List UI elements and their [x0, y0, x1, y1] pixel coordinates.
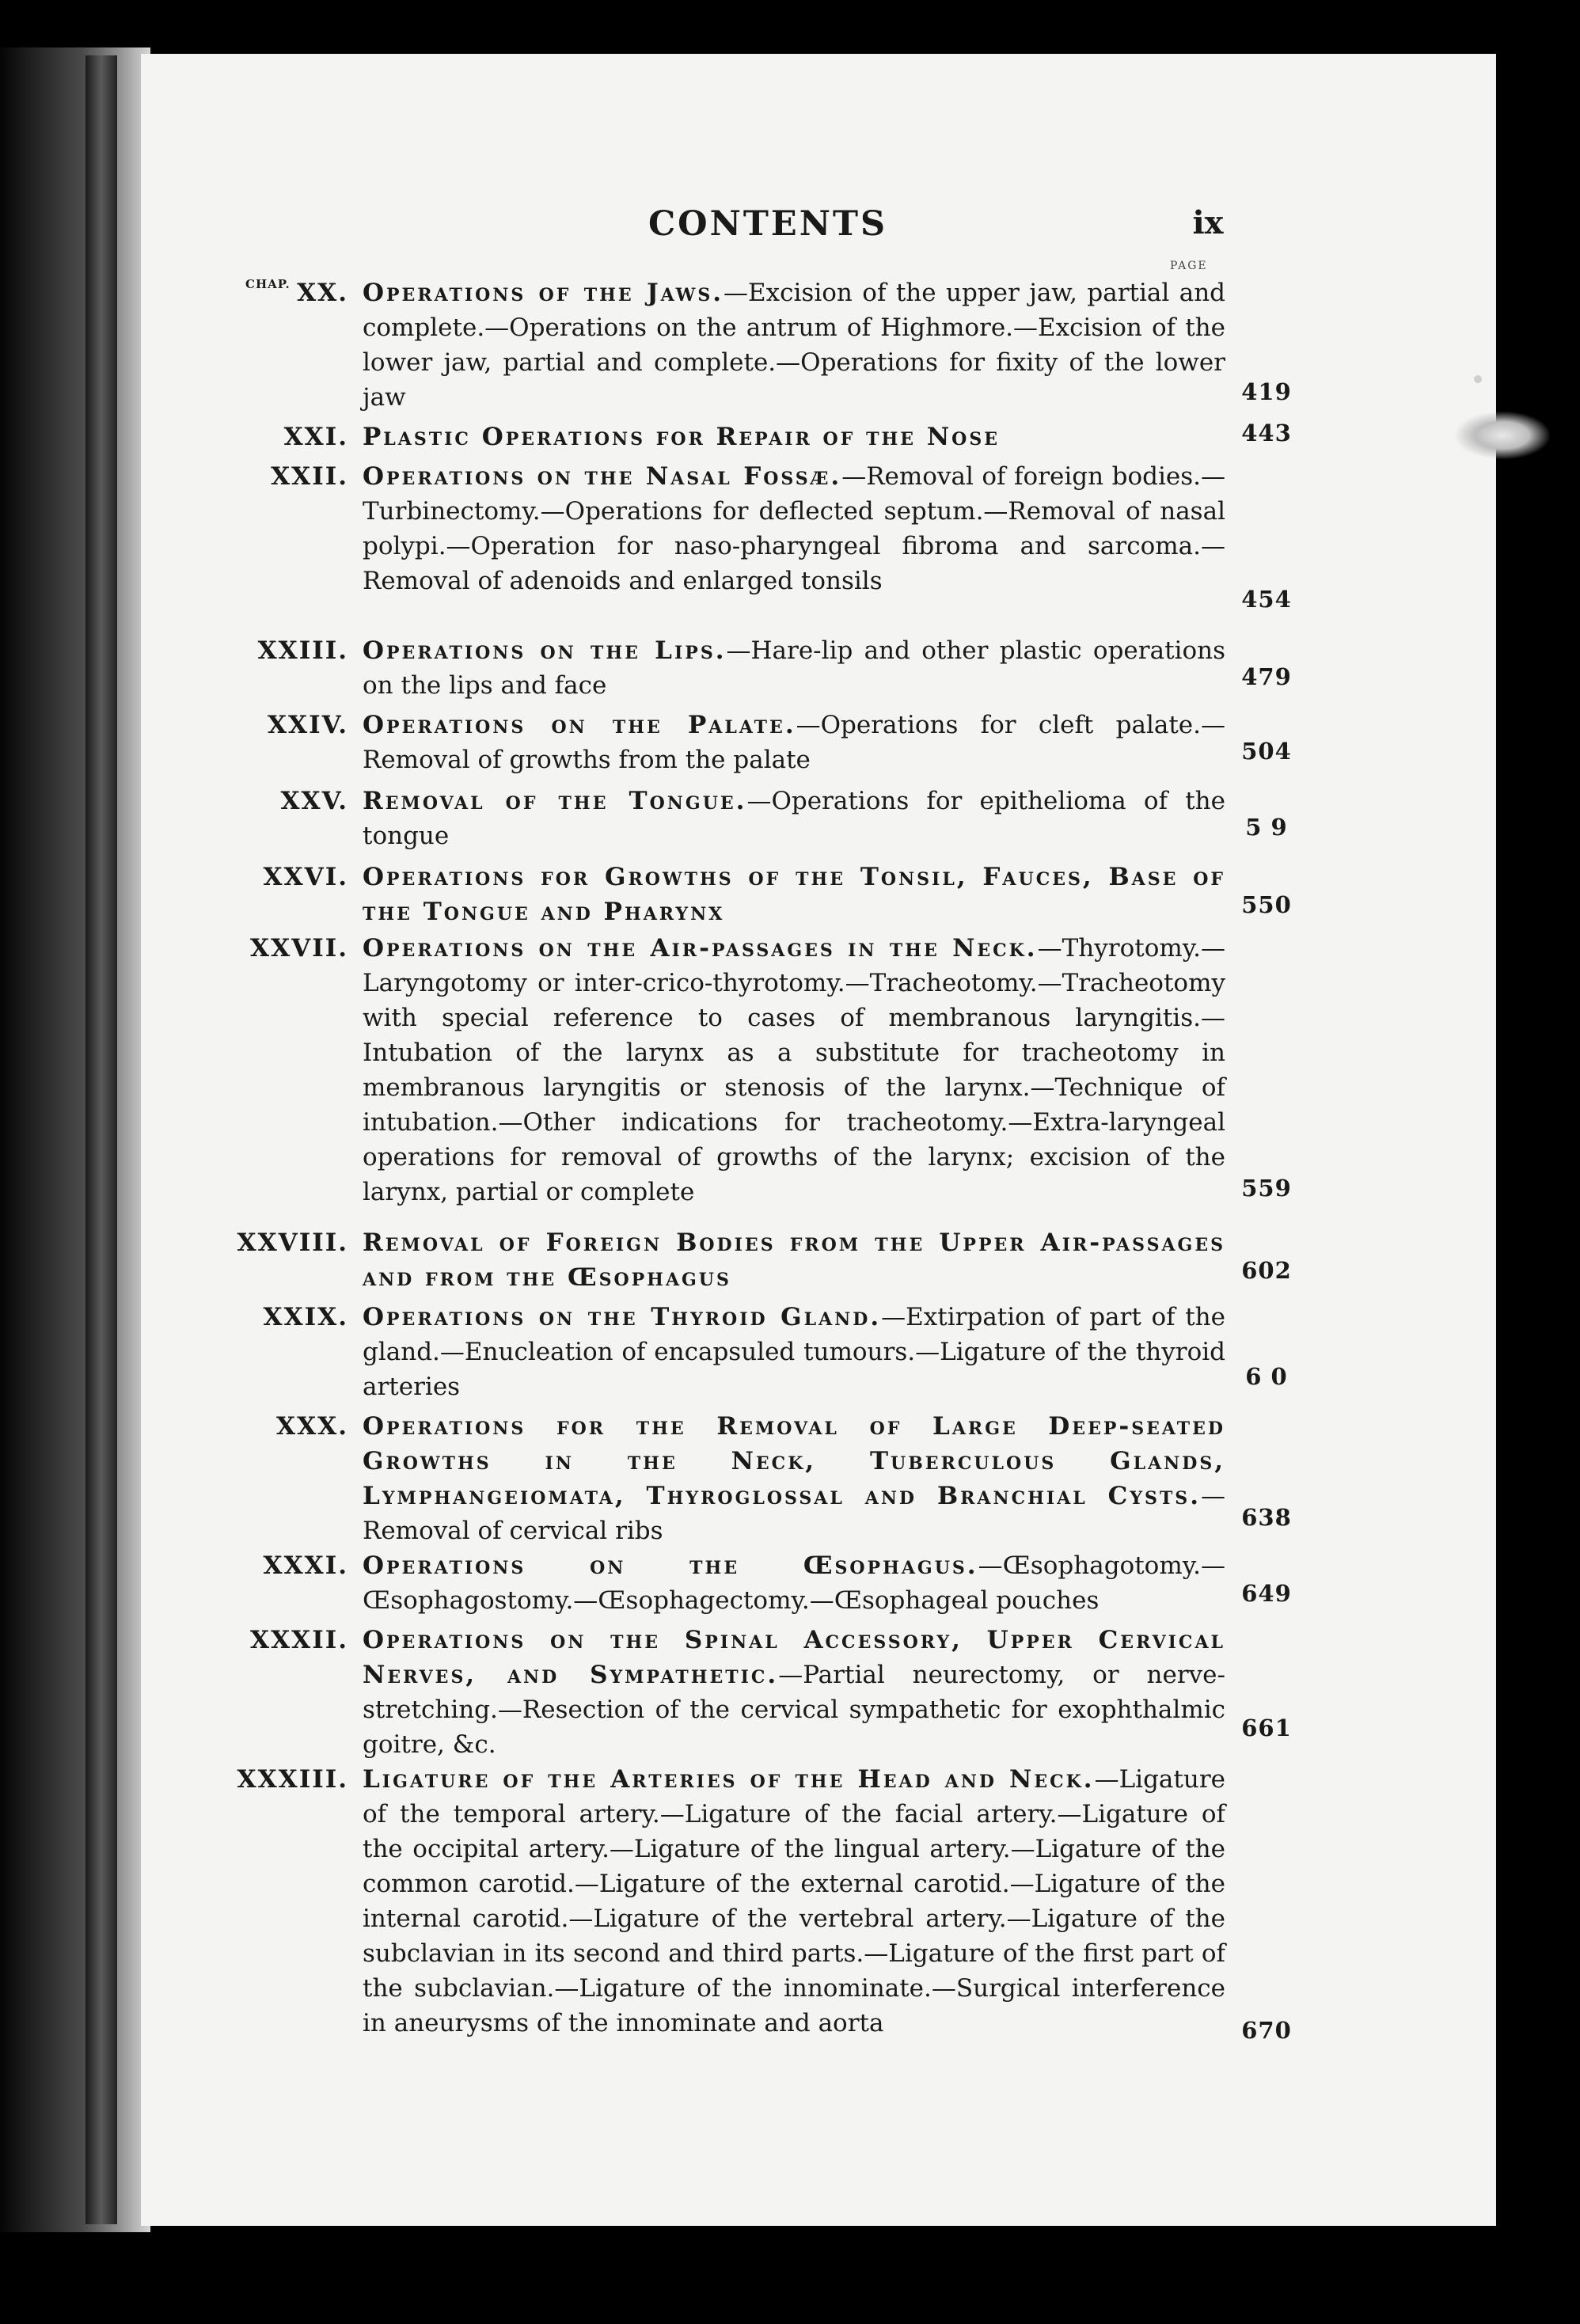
chapter-description	[363, 1225, 1225, 1295]
chapter-page: 602	[1241, 1257, 1292, 1284]
chapter-topics: —Œsophagotomy.—Œsophagostomy.—Œsophagectomy.—Œsophageal pouches	[363, 1551, 1225, 1615]
chapter-topics: —Thyrotomy.—Laryngotomy or inter-crico-thyrotomy.—Tracheotomy.—Tracheotomy with special reference to cases of membranous laryngitis.—Intubation of the larynx as a substitute for tracheotomy in membranous laryngitis or stenosis of the larynx.—Technique of intubation.—Other indications for tracheotomy.—Extra-laryngeal operations for removal of growths of the larynx; excision of the larynx, partial or complete	[363, 934, 1225, 1206]
chapter-page: 559	[1241, 1175, 1292, 1202]
page-column-label: PAGE	[1170, 260, 1208, 272]
chap-column-label: CHAP.	[245, 277, 291, 291]
chapter-description	[363, 708, 1225, 777]
chapter-description	[363, 860, 1225, 929]
chapter-heading: Removal of Foreign Bodies from the Upper Air-passages and from the Œsophagus	[363, 1228, 1225, 1292]
chapter-number: XXXI.	[263, 1551, 348, 1580]
chapter-heading: Operations on the Œsophagus.	[363, 1551, 978, 1580]
chapter-number: XXIX.	[263, 1303, 348, 1331]
chapter-heading: Plastic Operations for Repair of the Nose	[363, 423, 1000, 451]
chapter-heading: Operations on the Air-passages in the Neck.	[363, 934, 1038, 963]
chapter-page: 479	[1241, 663, 1292, 690]
book-binding	[0, 47, 150, 2232]
binding-shadow	[85, 55, 117, 2224]
chapter-description	[363, 1300, 1225, 1404]
chapter-number: XXXIII.	[237, 1765, 348, 1794]
chapter-page: 5 9	[1245, 814, 1288, 841]
chapter-description	[363, 1623, 1225, 1762]
chapter-number: XXII.	[271, 462, 348, 491]
chapter-page: 661	[1241, 1715, 1292, 1741]
chapter-topics: —Partial neurectomy, or nerve-stretching.—Resection of the cervical sympathetic for exophthalmic goitre, &c.	[363, 1661, 1225, 1759]
chapter-page: 454	[1241, 586, 1292, 613]
chapter-heading: Operations on the Thyroid Gland.	[363, 1303, 882, 1331]
chapter-topics: —Ligature of the temporal artery.—Ligature of the facial artery.—Ligature of the occipital artery.—Ligature of the lingual artery.—Ligature of the common carotid.—Ligature of the external carotid.—Ligature of the internal carotid.—Ligature of the vertebral artery.—Ligature of the subclavian in its second and third parts.—Ligature of the first part of the subclavian.—Ligature of the innominate.—Surgical interference in aneurysms of the innominate and aorta	[363, 1765, 1225, 2037]
chapter-description	[363, 784, 1225, 853]
chapter-heading: Ligature of the Arteries of the Head and Neck.	[363, 1765, 1095, 1794]
chapter-number: XXVI.	[263, 863, 348, 891]
chapter-heading: Operations on the Palate.	[363, 711, 796, 739]
chapter-description	[363, 275, 1225, 415]
chapter-description	[363, 1548, 1225, 1618]
chapter-description	[363, 633, 1225, 703]
chapter-number: XXV.	[280, 787, 348, 815]
chapter-page: 6 0	[1245, 1363, 1288, 1390]
chapter-heading: Removal of the Tongue.	[363, 787, 747, 815]
chapter-topics: —Hare-lip and other plastic operations on the lips and face	[363, 636, 1225, 700]
page-number: ix	[1192, 204, 1224, 241]
chapter-page: 443	[1241, 420, 1292, 446]
chapter-number: XXIV.	[267, 711, 348, 739]
chapter-page: 670	[1241, 2017, 1292, 2044]
chapter-heading: Operations of the Jaws.	[363, 279, 724, 307]
chapter-heading: Operations for the Removal of Large Deep-seated Growths in the Neck, Tuberculous Glands, Lymphangeiomata, Thyroglossal and Branchial Cysts.	[363, 1412, 1225, 1510]
chapter-page: 419	[1241, 378, 1292, 405]
chapter-heading: Operations on the Spinal Accessory, Upper Cervical Nerves, and Sympathetic.	[363, 1626, 1225, 1689]
chapter-number: XXX.	[276, 1412, 348, 1441]
paper-smudge	[1455, 412, 1550, 459]
chapter-topics: —Excision of the upper jaw, partial and complete.—Operations on the antrum of Highmore.—Excision of the lower jaw, partial and complete.—Operations for fixity of the lower jaw	[363, 279, 1226, 412]
chapter-description	[363, 931, 1225, 1209]
chapter-number: XXI.	[283, 423, 348, 451]
chapter-topics: —Extirpation of part of the gland.—Enucleation of encapsuled tumours.—Ligature of the thyroid arteries	[363, 1303, 1225, 1401]
chapter-number: XX.	[297, 279, 348, 307]
chapter-heading: Operations for Growths of the Tonsil, Fauces, Base of the Tongue and Pharynx	[363, 863, 1225, 926]
chapter-topics: —Operations for cleft palate.—Removal of growths from the palate	[363, 711, 1225, 774]
chapter-page: 638	[1241, 1504, 1292, 1531]
page-title: CONTENTS	[648, 204, 888, 244]
chapter-page: 649	[1241, 1580, 1292, 1607]
chapter-page: 504	[1241, 738, 1292, 765]
chapter-description	[363, 1409, 1225, 1548]
chapter-topics: —Operations for epithelioma of the tongue	[363, 787, 1225, 850]
chapter-number: XXVIII.	[237, 1228, 348, 1257]
chapter-page: 550	[1241, 891, 1292, 918]
chapter-number: XXIII.	[257, 636, 348, 665]
chapter-description	[363, 459, 1225, 598]
chapter-number: XXXII.	[250, 1626, 348, 1654]
chapter-heading: Operations on the Nasal Fossæ.	[363, 462, 842, 491]
chapter-heading: Operations on the Lips.	[363, 636, 727, 665]
paper-speck	[1474, 375, 1482, 383]
chapter-topics: —Removal of cervical ribs	[363, 1482, 1225, 1545]
chapter-description	[363, 1762, 1225, 2041]
chapter-description	[363, 420, 1225, 454]
chapter-topics: —Removal of foreign bodies.—Turbinectomy.—Operations for deflected septum.—Removal of nasal polypi.—Operation for naso-pharyngeal fibroma and sarcoma.—Removal of adenoids and enlarged tonsils	[363, 462, 1225, 595]
chapter-number: XXVII.	[250, 934, 348, 963]
